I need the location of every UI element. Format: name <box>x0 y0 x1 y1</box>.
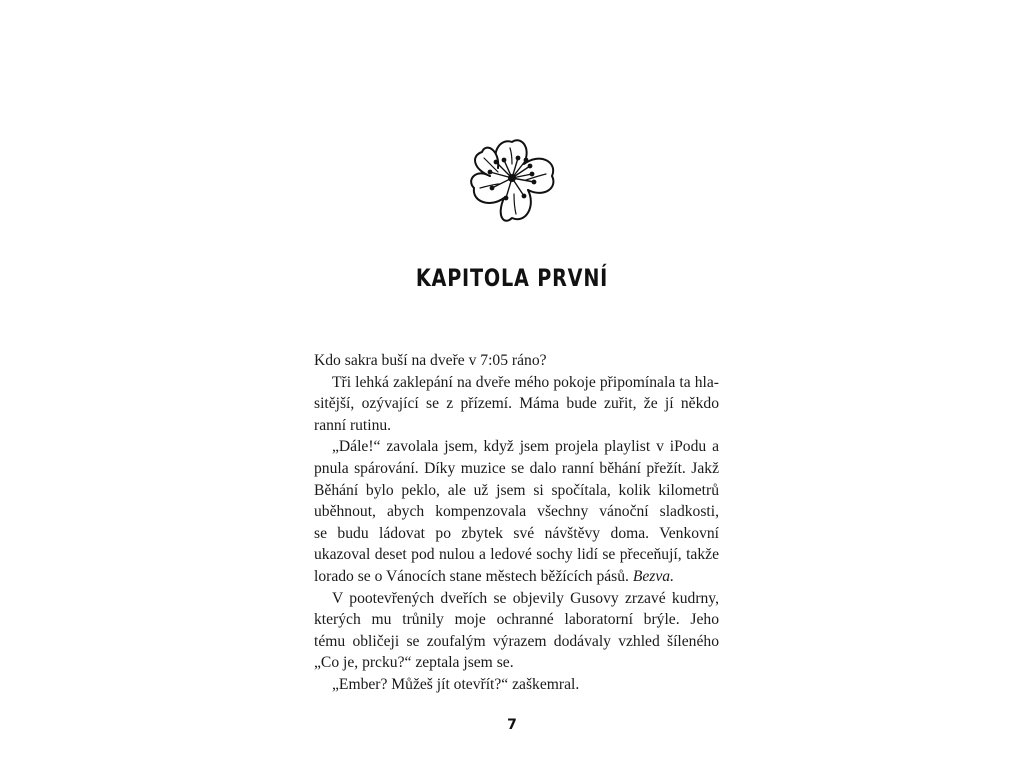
text-line: V pootevřených dveřích se objevily Gusovy zrzavé kudrny, <box>332 589 719 607</box>
text-line: „Dále!“ zavolala jsem, když jsem projela playlist v iPodu a <box>332 438 719 456</box>
blossom-flower-icon <box>460 132 560 232</box>
text-line: lorado se o Vánocích stane městech běžících pásů. Bezva. <box>314 567 674 585</box>
text-line: kterých mu trůnily moje ochranné laboratorní brýle. Jeho <box>314 611 719 629</box>
text-line: tému obličeji se zoufalým výrazem dodávaly vzhled šíleného <box>314 632 719 650</box>
chapter-title: KAPITOLA PRVNÍ <box>415 264 609 292</box>
text-line: „Ember? Můžeš jít otevřít?“ zaškemral. <box>332 675 580 693</box>
text-line: „Co je, prcku?“ zeptala jsem se. <box>314 654 514 672</box>
text-line: uběhnout, abych kompenzovala všechny vánoční sladkosti, <box>314 503 719 521</box>
text-line: se budu ládovat po zbytek své návštěvy doma. Venkovní <box>314 524 719 542</box>
text-line: ukazoval deset pod nulou a ledové sochy lidí se přeceňují, takže <box>314 546 719 564</box>
text-line: Běhání bylo peklo, ale už jsem si spočítala, kolik kilometrů <box>314 481 719 499</box>
text-line: pnula spárování. Díky muzice se dalo ranní běhání přežít. Jakž <box>314 459 719 477</box>
body-text <box>314 350 719 696</box>
page-number: 7 <box>507 717 517 733</box>
text-line: ranní rutinu. <box>314 416 392 434</box>
text-line: Kdo sakra buší na dveře v 7:05 ráno? <box>314 352 547 369</box>
text-line: sitější, ozývající se z přízemí. Máma bude zuřit, že jí někdo <box>314 395 719 413</box>
text-line: Tři lehká zaklepání na dveře mého pokoje připomínala ta hla- <box>332 373 719 391</box>
